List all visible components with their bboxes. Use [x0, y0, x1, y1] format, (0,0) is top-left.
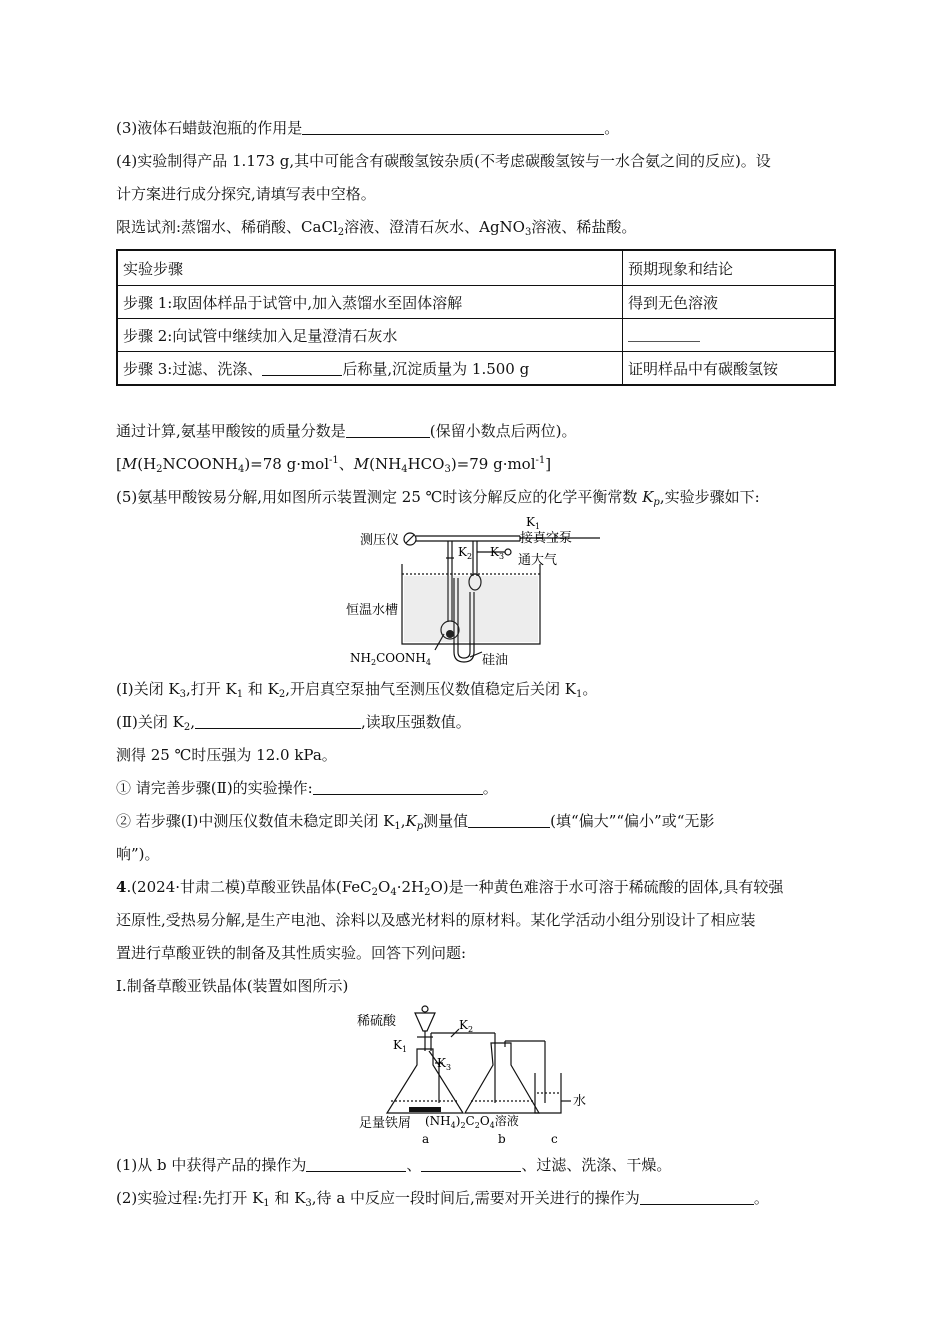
- reagent-list: 限选试剂:蒸馏水、稀硝酸、CaCl$_2$溶液、澄清石灰水、AgNO$_3$溶液、稀盐酸。: [116, 218, 637, 238]
- pressure-apparatus-diagram: [340, 512, 620, 670]
- flask-a-icon: [387, 1049, 463, 1113]
- table-row: [117, 286, 835, 319]
- question-5: (5)氨基甲酸铵易分解,用如图所示装置测定 25 ℃时该分解反应的化学平衡常数 $K_p$,实验步骤如下:: [116, 488, 760, 508]
- answer-blank-switch-op[interactable]: [640, 1189, 754, 1205]
- question-3: (3)液体石蜡鼓泡瓶的作用是 。: [116, 119, 620, 137]
- label-oil: 硅油: [482, 653, 509, 668]
- molar-mass-note: [$M(H_2NCOONH_4)=78$ g·mol$^{-1}$、$M(NH_4HCO_3)=79$ g·mol$^{-1}$]: [116, 455, 552, 475]
- label-k3: $K_3$: [490, 545, 505, 561]
- answer-blank-kp-effect[interactable]: [468, 812, 550, 828]
- mass-fraction-question: 通过计算,氨基甲酸铵的质量分数是 (保留小数点后两位)。: [116, 422, 577, 440]
- table-cell: 得到无色溶液: [623, 286, 836, 319]
- answer-blank-step3[interactable]: [262, 360, 342, 376]
- table-cell: 步骤 2:向试管中继续加入足量澄清石灰水: [117, 319, 623, 352]
- table-row: [117, 319, 835, 352]
- problem-4-line-2: 还原性,受热易分解,是生产电池、涂料以及感光材料的原材料。某化学活动小组分别设计了相应装: [116, 911, 756, 929]
- table-row: [117, 250, 835, 286]
- valve-k3-icon: [505, 549, 511, 555]
- measured-pressure: 测得 25 ℃时压强为 12.0 kPa。: [116, 746, 337, 764]
- subquestion-1: ① 请完善步骤(Ⅱ)的实验操作: 。: [116, 779, 498, 797]
- answer-blank-mass-fraction[interactable]: [346, 422, 430, 438]
- answer-blank-operation[interactable]: [313, 779, 483, 795]
- iron-filings-icon: [409, 1107, 441, 1112]
- header-result: 预期现象和结论: [623, 250, 836, 286]
- experiment-table: [116, 249, 836, 386]
- subquestion-4-1: (1)从 b 中获得产品的操作为 、 、过滤、洗涤、干燥。: [116, 1156, 672, 1174]
- label-solution: $(NH_4)_2C_2O_4$溶液: [425, 1114, 519, 1130]
- subquestion-2-continued: 响”)。: [116, 845, 160, 863]
- table-cell: 步骤 1:取固体样品于试管中,加入蒸馏水至固体溶解: [117, 286, 623, 319]
- problem-4-line-1: 4.(2024·甘肃二模)草酸亚铁晶体$(FeC_2O_4\cdot 2H_2O)$是一种黄色难溶于水可溶于稀硫酸的固体,具有较强: [116, 878, 784, 898]
- answer-blank-step-ii[interactable]: [195, 713, 361, 729]
- answer-blank-op-1[interactable]: [306, 1156, 406, 1172]
- problem-4-line-3: 置进行草酸亚铁的制备及其性质实验。回答下列问题:: [116, 944, 467, 962]
- label-sample: $NH_2COONH_4$: [350, 651, 431, 667]
- answer-blank-step2-result[interactable]: [628, 326, 700, 342]
- answer-blank-op-2[interactable]: [421, 1156, 521, 1172]
- question-4-line-2: 计方案进行成分探究,请填写表中空格。: [116, 185, 376, 203]
- label-b: b: [498, 1132, 506, 1146]
- label-k1: $K_1$: [393, 1038, 408, 1054]
- answer-blank-q3[interactable]: [302, 119, 604, 135]
- label-acid: 稀硫酸: [357, 1014, 397, 1029]
- label-k3: $K_3$: [437, 1056, 452, 1072]
- step-2: (Ⅱ)关闭 $K_2$, ,读取压强数值。: [116, 713, 471, 733]
- subquestion-4-2: (2)实验过程:先打开 $K_1$ 和 $K_3$,待 a 中反应一段时间后,需要对开关进行的操作为 。: [116, 1189, 769, 1209]
- label-k1: $K_1$: [526, 515, 541, 531]
- label-a: a: [422, 1132, 430, 1146]
- table-cell: 证明样品中有碳酸氢铵: [623, 352, 836, 386]
- label-c: c: [551, 1132, 558, 1146]
- question-4-line-1: (4)实验制得产品 1.173 g,其中可能含有碳酸氢铵杂质(不考虑碳酸氢铵与一水合氨之间的反应)。设: [116, 152, 771, 170]
- table-cell: 步骤 3:过滤、洗涤、 后称量,沉淀质量为 1.500 g: [117, 352, 623, 386]
- part-1-title: Ⅰ.制备草酸亚铁晶体(装置如图所示): [116, 977, 349, 995]
- table-row: [117, 352, 835, 386]
- label-iron: 足量铁屑: [359, 1116, 412, 1131]
- step-1: (Ⅰ)关闭 $K_3$,打开 $K_1$ 和 $K_2$,开启真空泵抽气至测压仪数值稳定后关闭 $K_1$。: [116, 680, 598, 700]
- subquestion-2: ② 若步骤(Ⅰ)中测压仪数值未稳定即关闭 $K_1,K_p$测量值 (填“偏大”“偏小”或“无影: [116, 812, 715, 832]
- label-water: 水: [573, 1094, 587, 1109]
- header-step: 实验步骤: [117, 250, 623, 286]
- label-bath: 恒温水槽: [346, 603, 399, 618]
- label-vacuum: 接真空泵: [520, 531, 573, 546]
- label-k2: $K_2$: [459, 1018, 474, 1034]
- flask-b-icon: [465, 1043, 539, 1113]
- label-k2: $K_2$: [458, 545, 473, 561]
- label-atmosphere: 通大气: [518, 553, 558, 568]
- label-gauge: 测压仪: [360, 533, 400, 548]
- dropping-funnel-icon: [415, 1013, 435, 1031]
- oxalate-apparatus-diagram: [355, 1003, 605, 1147]
- table-cell: [623, 319, 836, 352]
